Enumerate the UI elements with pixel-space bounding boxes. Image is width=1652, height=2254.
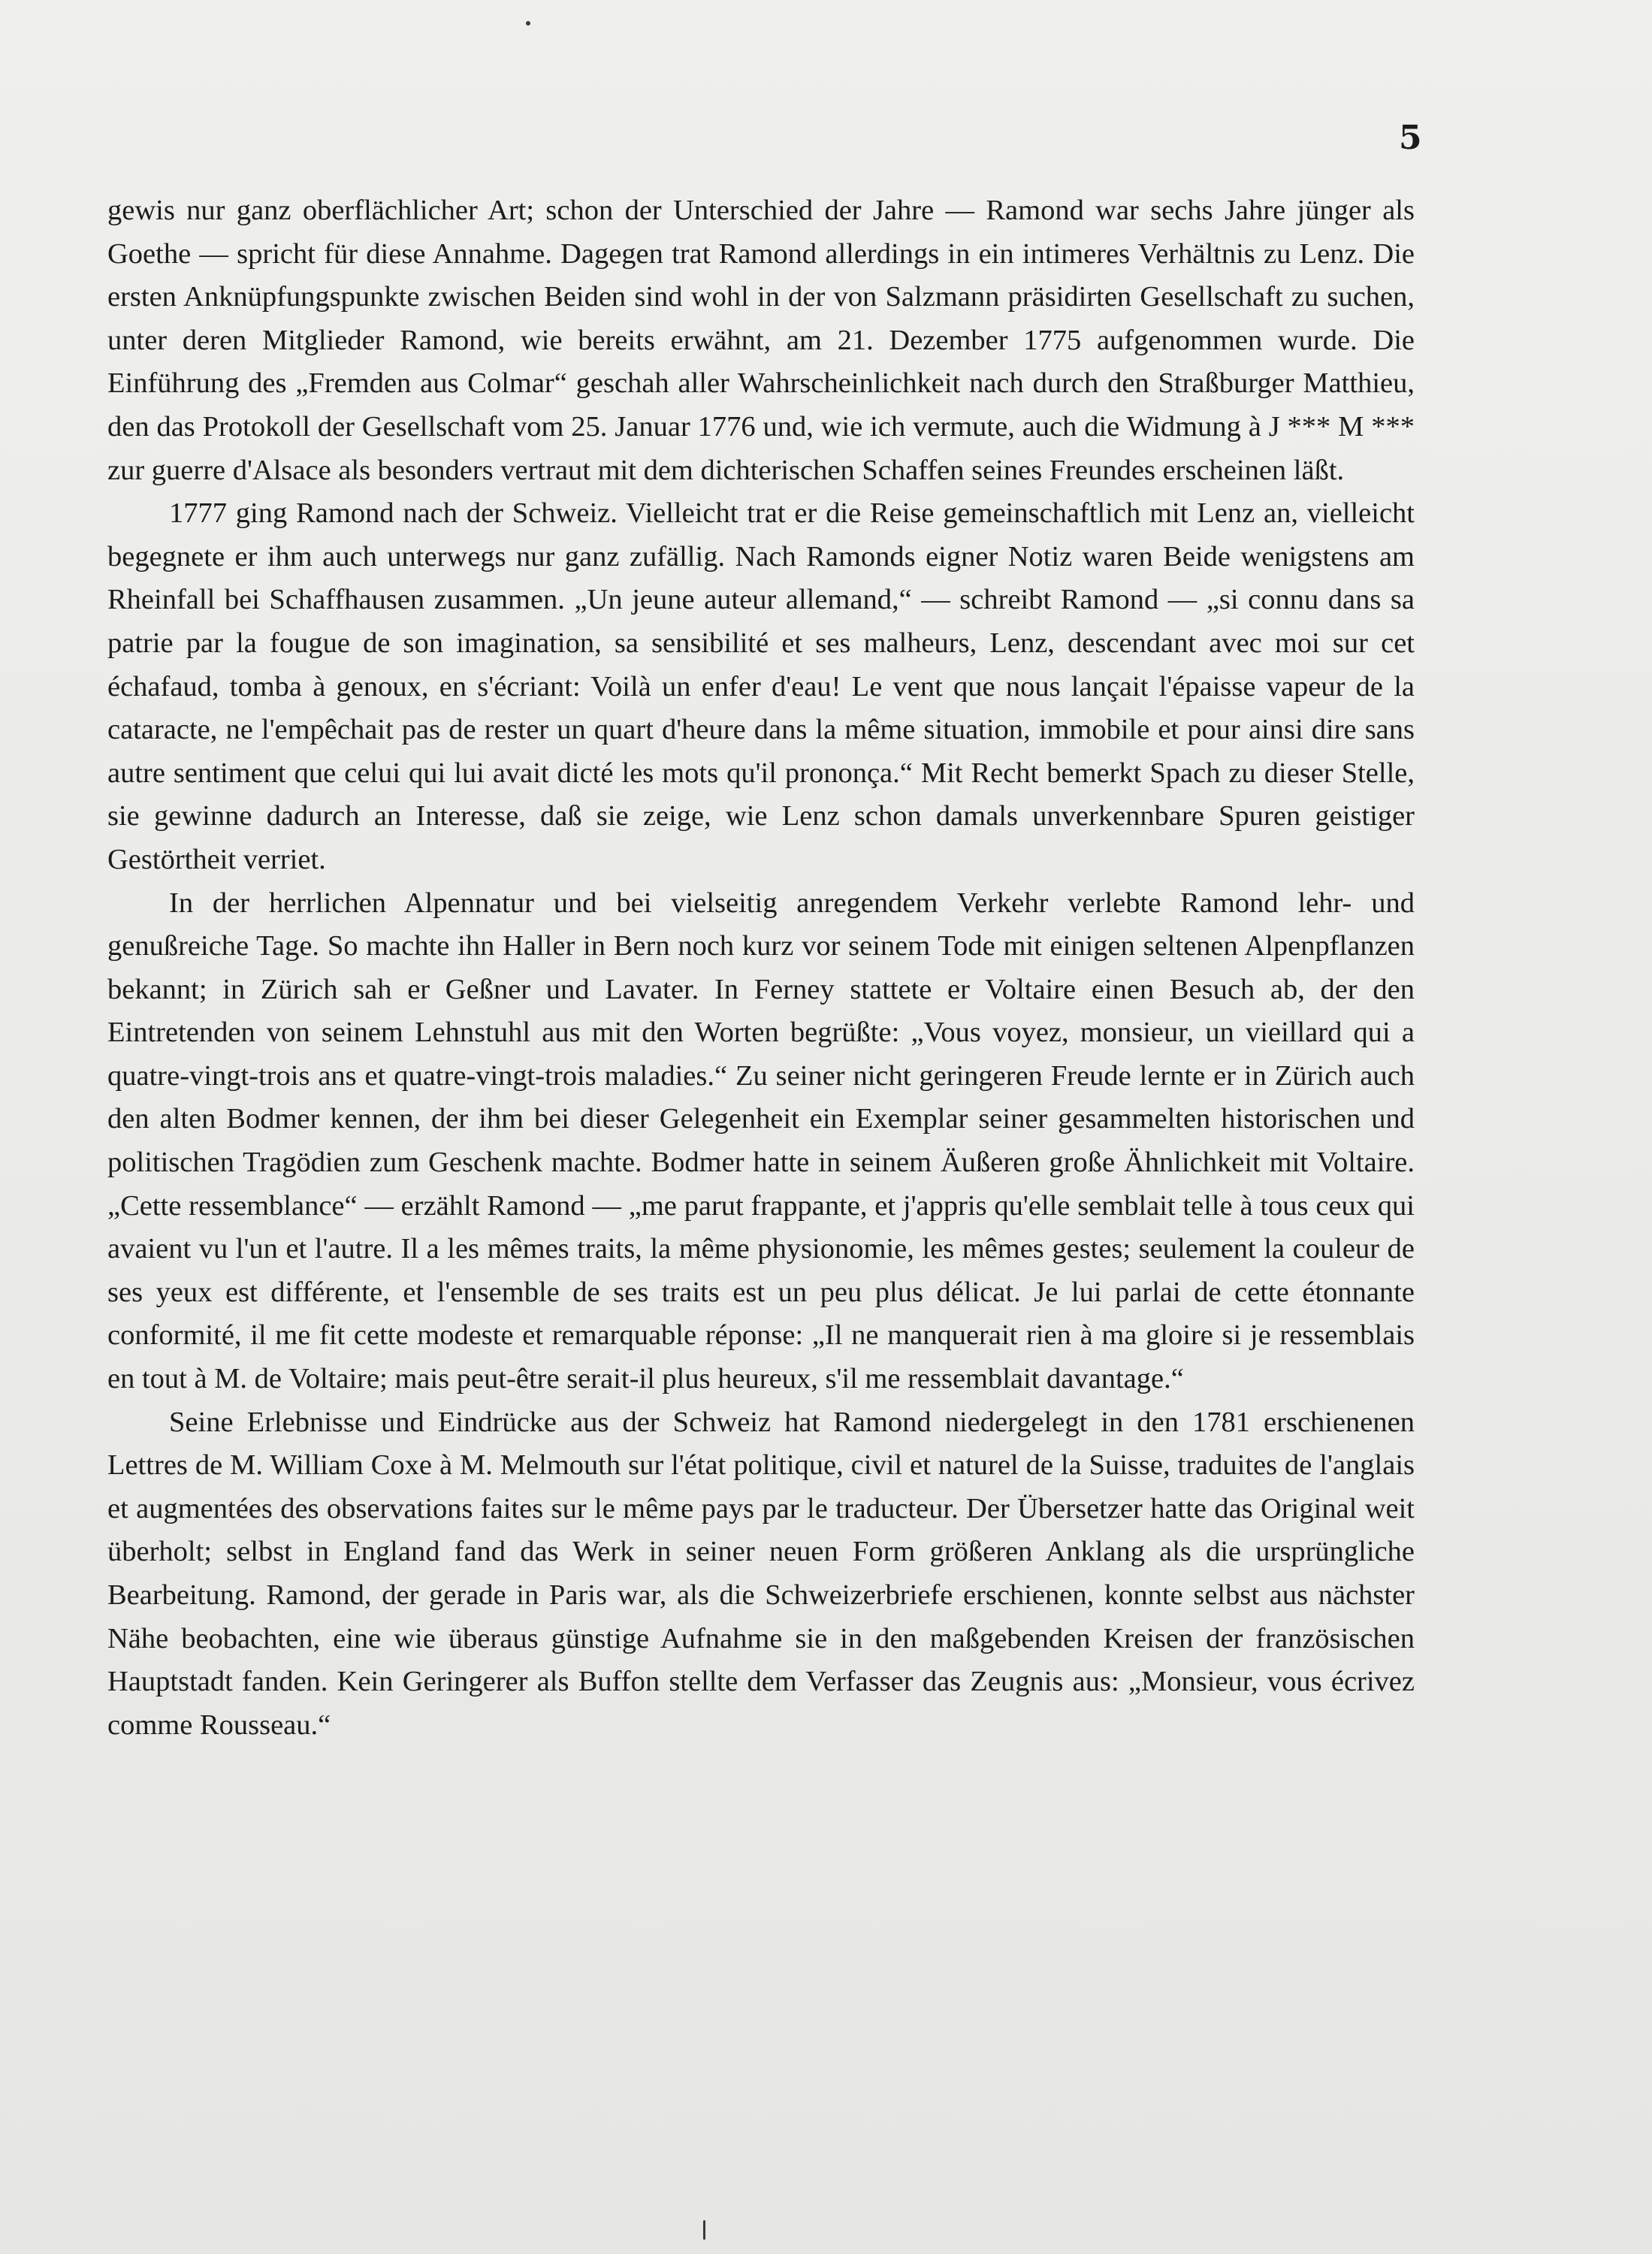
body-text (107, 189, 1415, 1747)
paragraph-4: Seine Erlebnisse und Eindrücke aus der Schweiz hat Ramond niedergelegt in den 1781 erschienenen Lettres de M. William Coxe à M. Melmouth sur l'état politique, civil et naturel de la Suisse, traduites de l'anglais et augmentées des observations faites sur le même pays par le traducteur. Der Übersetzer hatte das Original weit überholt; selbst in England fand das Werk in seiner neuen Form größeren Anklang als die ursprüngliche Bearbeitung. Ramond, der gerade in Paris war, als die Schweizerbriefe erschienen, konnte selbst aus nächster Nähe beobachten, eine wie überaus günstige Aufnahme sie in den maßgebenden Kreisen der französischen Hauptstadt fanden. Kein Geringerer als Buffon stellte dem Verfasser das Zeugnis aus: „Monsieur, vous écrivez comme Rousseau.“ (107, 1406, 1415, 1741)
paragraph-2: 1777 ging Ramond nach der Schweiz. Vielleicht trat er die Reise gemeinschaftlich mit Lenz an, vielleicht begegnete er ihm auch unterwegs nur ganz zufällig. Nach Ramonds eigner Notiz waren Beide wenigstens am Rheinfall bei Schaffhausen zusammen. „Un jeune auteur allemand,“ — schreibt Ramond — „si connu dans sa patrie par la fougue de son imagination, sa sensibilité et ses malheurs, Lenz, descendant avec moi sur cet échafaud, tomba à genoux, en s'écriant: Voilà un enfer d'eau! Le vent que nous lançait l'épaisse vapeur de la cataracte, ne l'empêchait pas de rester un quart d'heure dans la même situation, immobile et pour ainsi dire sans autre sentiment que celui qui lui avait dicté les mots qu'il prononça.“ Mit Recht bemerkt Spach zu dieser Stelle, sie gewinne dadurch an Interesse, daß sie zeige, wie Lenz schon damals unverkennbare Spuren geistiger Gestörtheit verriet. (107, 497, 1415, 875)
dust-speck (526, 21, 530, 26)
paragraph-1: gewis nur ganz oberflächlicher Art; schon der Unterschied der Jahre — Ramond war sechs Jahre jünger als Goethe — spricht für diese Annahme. Dagegen trat Ramond allerdings in ein intimeres Verhältnis zu Lenz. Die ersten Anknüpfungspunkte zwischen Beiden sind wohl in der von Salzmann präsidirten Gesellschaft zu suchen, unter deren Mitglieder Ramond, wie bereits erwähnt, am 21. Dezember 1775 aufgenommen wurde. Die Einführung des „Fremden aus Colmar“ geschah aller Wahrscheinlichkeit nach durch den Straßburger Matthieu, den das Protokoll der Gesellschaft vom 25. Januar 1776 und, wie ich vermute, auch die Widmung à J *** M *** zur guerre d'Alsace als besonders vertraut mit dem dichterischen Schaffen seines Freundes erscheinen läßt. (107, 195, 1415, 486)
page-number: 5 (1399, 119, 1422, 157)
dust-speck (703, 2220, 705, 2240)
paragraph-3: In der herrlichen Alpennatur und bei vielseitig anregendem Verkehr verlebte Ramond lehr- und genußreiche Tage. So machte ihn Haller in Bern noch kurz vor seinem Tode mit einigen seltenen Alpenpflanzen bekannt; in Zürich sah er Geßner und Lavater. In Ferney stattete er Voltaire einen Besuch ab, der den Eintretenden von seinem Lehnstuhl aus mit den Worten begrüßte: „Vous voyez, monsieur, un vieillard qui a quatre-vingt-trois ans et quatre-vingt-trois maladies.“ Zu seiner nicht geringeren Freude lernte er in Zürich auch den alten Bodmer kennen, der ihm bei dieser Gelegenheit ein Exemplar seiner gesammelten historischen und politischen Tragödien zum Geschenk machte. Bodmer hatte in seinem Äußeren große Ähnlichkeit mit Voltaire. „Cette ressemblance“ — erzählt Ramond — „me parut frappante, et j'appris qu'elle semblait telle à tous ceux qui avaient vu l'un et l'autre. Il a les mêmes traits, la même physionomie, les mêmes gestes; seulement la couleur de ses yeux est différente, et l'ensemble de ses traits est un peu plus délicat. Je lui parlai de cette étonnante conformité, il me fit cette modeste et remarquable réponse: „Il ne manquerait rien à ma gloire si je ressemblais en tout à M. de Voltaire; mais peut-être serait-il plus heureux, s'il me ressemblait davantage.“ (107, 887, 1415, 1395)
